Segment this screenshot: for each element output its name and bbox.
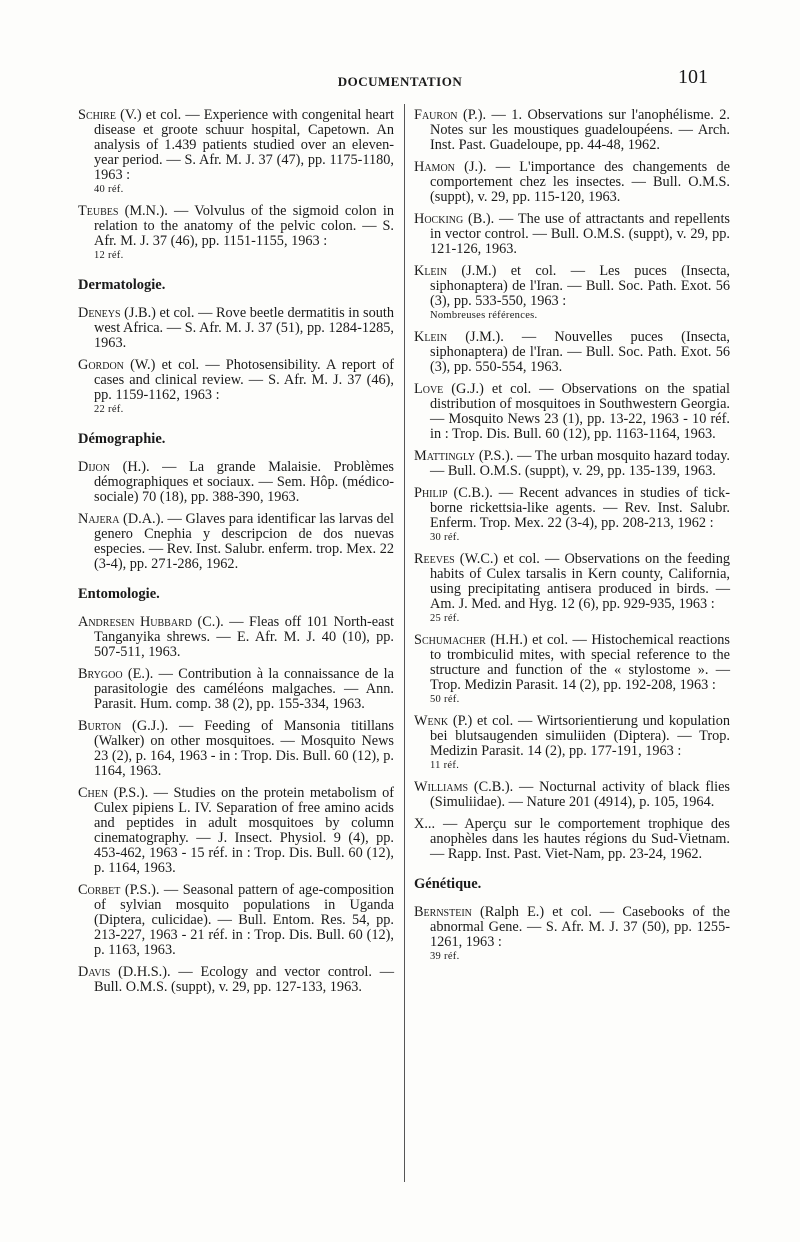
entry-author: Brygoo <box>78 666 123 682</box>
entry-citation: (P.) et col. — Wirtsorientierung und kopulation bei blutsaugenden simuliiden (Diptera). — Trop. Medizin Parasit. 14 (2), pp. 177-191, 1963 : <box>430 713 730 759</box>
bibliography-entry <box>414 264 730 323</box>
page-number: 101 <box>678 66 708 88</box>
entry-author: Fauron <box>414 107 458 123</box>
reference-count: 25 réf. <box>430 613 460 624</box>
bibliography-entry <box>78 667 394 712</box>
bibliography-entry <box>414 330 730 375</box>
bibliography-entry <box>414 486 730 545</box>
entry-author: Hamon <box>414 159 455 175</box>
bibliography-entry <box>78 306 394 351</box>
entry-author: X... <box>414 816 436 832</box>
bibliography-entry <box>78 719 394 779</box>
entry-citation: (J.). — L'importance des changements de comportement chez les insectes. — Bull. O.M.S. (suppt), v. 29, pp. 115-120, 1963. <box>430 159 730 205</box>
section-heading: Entomologie. <box>78 586 160 602</box>
entry-citation: (J.B.) et col. — Rove beetle dermatitis in south west Africa. — S. Afr. M. J. 37 (51), pp. 1284-1285, 1963. <box>94 305 394 351</box>
entry-author: Andresen Hubbard <box>78 614 192 630</box>
reference-count: 50 réf. <box>430 694 460 705</box>
bibliography-entry <box>414 817 730 862</box>
reference-count: 30 réf. <box>430 532 460 543</box>
entry-citation: (P.S.). — Seasonal pattern of age-composition of sylvian mosquito populations in Uganda (Diptera, culicidae). — Bull. Entom. Res. 54, pp. 213-227, 1963 - 21 réf. in : Trop. Dis. Bull. 60 (12), p. 1163, 1963. <box>94 882 394 958</box>
entry-citation: (P.). — 1. Observations sur l'anophélisme. 2. Notes sur les moustiques guadeloupéens. — Arch. Inst. Past. Guadeloupe, pp. 44-48, 1962. <box>430 107 730 153</box>
entry-citation: (D.H.S.). — Ecology and vector control. — Bull. O.M.S. (suppt), v. 29, pp. 127-133, 1963. <box>94 964 394 995</box>
bibliography-entry <box>414 382 730 442</box>
reference-count: 11 réf. <box>430 760 460 771</box>
entry-author: Wenk <box>414 713 449 729</box>
entry-author: Love <box>414 381 444 397</box>
reference-count: 40 réf. <box>94 184 124 195</box>
bibliography-entry <box>78 512 394 572</box>
reference-count: 22 réf. <box>94 404 124 415</box>
entry-citation: (G.J.) et col. — Observations on the spatial distribution of mosquitoes in Southwestern Georgia. — Mosquito News 23 (1), pp. 13-22, 1963 - 10 réf. in : Trop. Dis. Bull. 60 (12), pp. 1163-1164, 1963. <box>430 381 730 442</box>
entry-citation: (J.M.) et col. — Les puces (Insecta, siphonaptera) de l'Iran. — Bull. Soc. Path. Exot. 56 (3), pp. 533-550, 1963 : <box>430 263 730 309</box>
bibliography-entry <box>78 204 394 263</box>
entry-citation: (B.). — The use of attractants and repellents in vector control. — Bull. O.M.S. (suppt), v. 29, pp. 121-126, 1963. <box>430 211 730 257</box>
entry-author: Corbet <box>78 882 121 898</box>
entry-author: Deneys <box>78 305 121 321</box>
entry-author: Chen <box>78 785 109 801</box>
entry-citation: (P.S.). — The urban mosquito hazard today. — Bull. O.M.S. (suppt), v. 29, pp. 135-139, 1963. <box>430 448 730 479</box>
bibliography-entry <box>78 883 394 958</box>
reference-count: 12 réf. <box>94 250 124 261</box>
bibliography-entry <box>414 108 730 153</box>
reference-count: 39 réf. <box>430 951 460 962</box>
entry-citation: (J.M.). — Nouvelles puces (Insecta, siphonaptera) de l'Iran. — Bull. Soc. Path. Exot. 56 (3), pp. 550-554, 1963. <box>430 329 730 375</box>
entry-author: Schumacher <box>414 632 486 648</box>
entry-author: Schire <box>78 107 116 123</box>
entry-citation: (H.H.) et col. — Histochemical reactions to trombiculid mites, with special reference to the structure and function of the « stylostome ». — Trop. Medizin Parasit. 14 (2), pp. 192-208, 1963 : <box>430 632 730 693</box>
bibliography-entry <box>78 965 394 995</box>
entry-citation: (W.C.) et col. — Observations on the feeding habits of Culex tarsalis in Kern county, California, using precipitating antisera produced in birds. — Am. J. Med. and Hyg. 12 (6), pp. 929-935, 1963 : <box>430 551 730 612</box>
bibliography-entry <box>78 358 394 417</box>
bibliography-entry <box>414 714 730 773</box>
entry-author: Dijon <box>78 459 110 475</box>
entry-citation: (G.J.). — Feeding of Mansonia titillans (Walker) on other mosquitoes. — Mosquito News 23 (2), p. 164, 1963 - in : Trop. Dis. Bull. 60 (12), p. 1164, 1963. <box>94 718 394 779</box>
entry-author: Reeves <box>414 551 455 567</box>
bibliography-entry <box>414 552 730 626</box>
entry-author: Klein <box>414 329 448 345</box>
entry-author: Davis <box>78 964 111 980</box>
entry-author: Najera <box>78 511 120 527</box>
entry-author: Williams <box>414 779 469 795</box>
entry-citation: (Ralph E.) et col. — Casebooks of the abnormal Gene. — S. Afr. M. J. 37 (50), pp. 1255-1261, 1963 : <box>430 904 730 950</box>
section-heading: Génétique. <box>414 876 482 892</box>
running-title: DOCUMENTATION <box>337 74 463 89</box>
entry-author: Klein <box>414 263 448 279</box>
entry-citation: (P.S.). — Studies on the protein metabolism of Culex pipiens L. IV. Separation of free amino acids and peptides in adult mosquitoes by column cinematography. — J. Insect. Physiol. 9 (4), pp. 453-462, 1963 - 15 réf. in : Trop. Dis. Bull. 60 (12), p. 1164, 1963. <box>94 785 394 876</box>
bibliography-entry <box>78 615 394 660</box>
entry-author: Philip <box>414 485 448 501</box>
entry-citation: (D.A.). — Glaves para identificar las larvas del genero Cnephia y descripcion de dos nuevas especies. — Rev. Inst. Salubr. enferm. trop. Mex. 22 (3-4), pp. 271-286, 1962. <box>94 511 394 572</box>
entry-citation: (C.B.). — Recent advances in studies of tick-borne rickettsia-like agents. — Rev. Inst. Salubr. Enferm. Trop. Mex. 22 (3-4), pp. 208-213, 1962 : <box>430 485 730 531</box>
column-divider <box>404 104 405 1182</box>
entry-author: Burton <box>78 718 122 734</box>
section-heading: Démographie. <box>78 431 166 447</box>
entry-citation: (V.) et col. — Experience with congenital heart disease et groote schuur hospital, Capetown. An analysis of 1.439 patients studied over an eleven-year period. — S. Afr. M. J. 37 (47), pp. 1175-1180, 1963 : <box>94 107 394 183</box>
entry-author: Teubes <box>78 203 119 219</box>
bibliography-entry <box>414 449 730 479</box>
entry-citation: (M.N.). — Volvulus of the sigmoid colon in relation to the anatomy of the pelvic colon. — S. Afr. M. J. 37 (46), pp. 1151-1155, 1963 : <box>94 203 394 249</box>
bibliography-entry <box>78 108 394 197</box>
bibliography-entry <box>414 160 730 205</box>
entry-citation: — Aperçu sur le comportement trophique des anophèles dans les hautes régions du Sud-Vietnam. — Rapp. Inst. Past. Viet-Nam, pp. 23-24, 1962. <box>430 816 730 862</box>
entry-author: Mattingly <box>414 448 476 464</box>
entry-citation: (C.). — Fleas off 101 North-east Tanganyika shrews. — E. Afr. M. J. 40 (10), pp. 507-511, 1963. <box>94 614 395 660</box>
left-column <box>78 108 394 1002</box>
right-column <box>414 108 730 971</box>
bibliography-entry <box>78 786 394 876</box>
entry-citation: (H.). — La grande Malaisie. Problèmes démographiques et sociaux. — Sem. Hôp. (médico-sociale) 70 (18), pp. 388-390, 1963. <box>94 459 394 505</box>
bibliography-entry <box>414 633 730 707</box>
entry-author: Gordon <box>78 357 124 373</box>
bibliography-entry <box>414 780 730 810</box>
bibliography-entry <box>414 905 730 964</box>
entry-citation: (C.B.). — Nocturnal activity of black flies (Simuliidae). — Nature 201 (4914), p. 105, 1964. <box>430 779 730 810</box>
bibliography-entry <box>78 460 394 505</box>
entry-citation: (W.) et col. — Photosensibility. A report of cases and clinical review. — S. Afr. M. J. 37 (46), pp. 1159-1162, 1963 : <box>94 357 394 403</box>
bibliography-entry <box>414 212 730 257</box>
entry-author: Hocking <box>414 211 464 227</box>
page-header <box>0 66 800 96</box>
reference-count: Nombreuses références. <box>430 310 538 321</box>
entry-citation: (E.). — Contribution à la connaissance de la parasitologie des caméléons malgaches. — Ann. Parasit. Hum. comp. 38 (2), pp. 155-334, 1963. <box>94 666 394 712</box>
section-heading: Dermatologie. <box>78 277 166 293</box>
entry-author: Bernstein <box>414 904 472 920</box>
